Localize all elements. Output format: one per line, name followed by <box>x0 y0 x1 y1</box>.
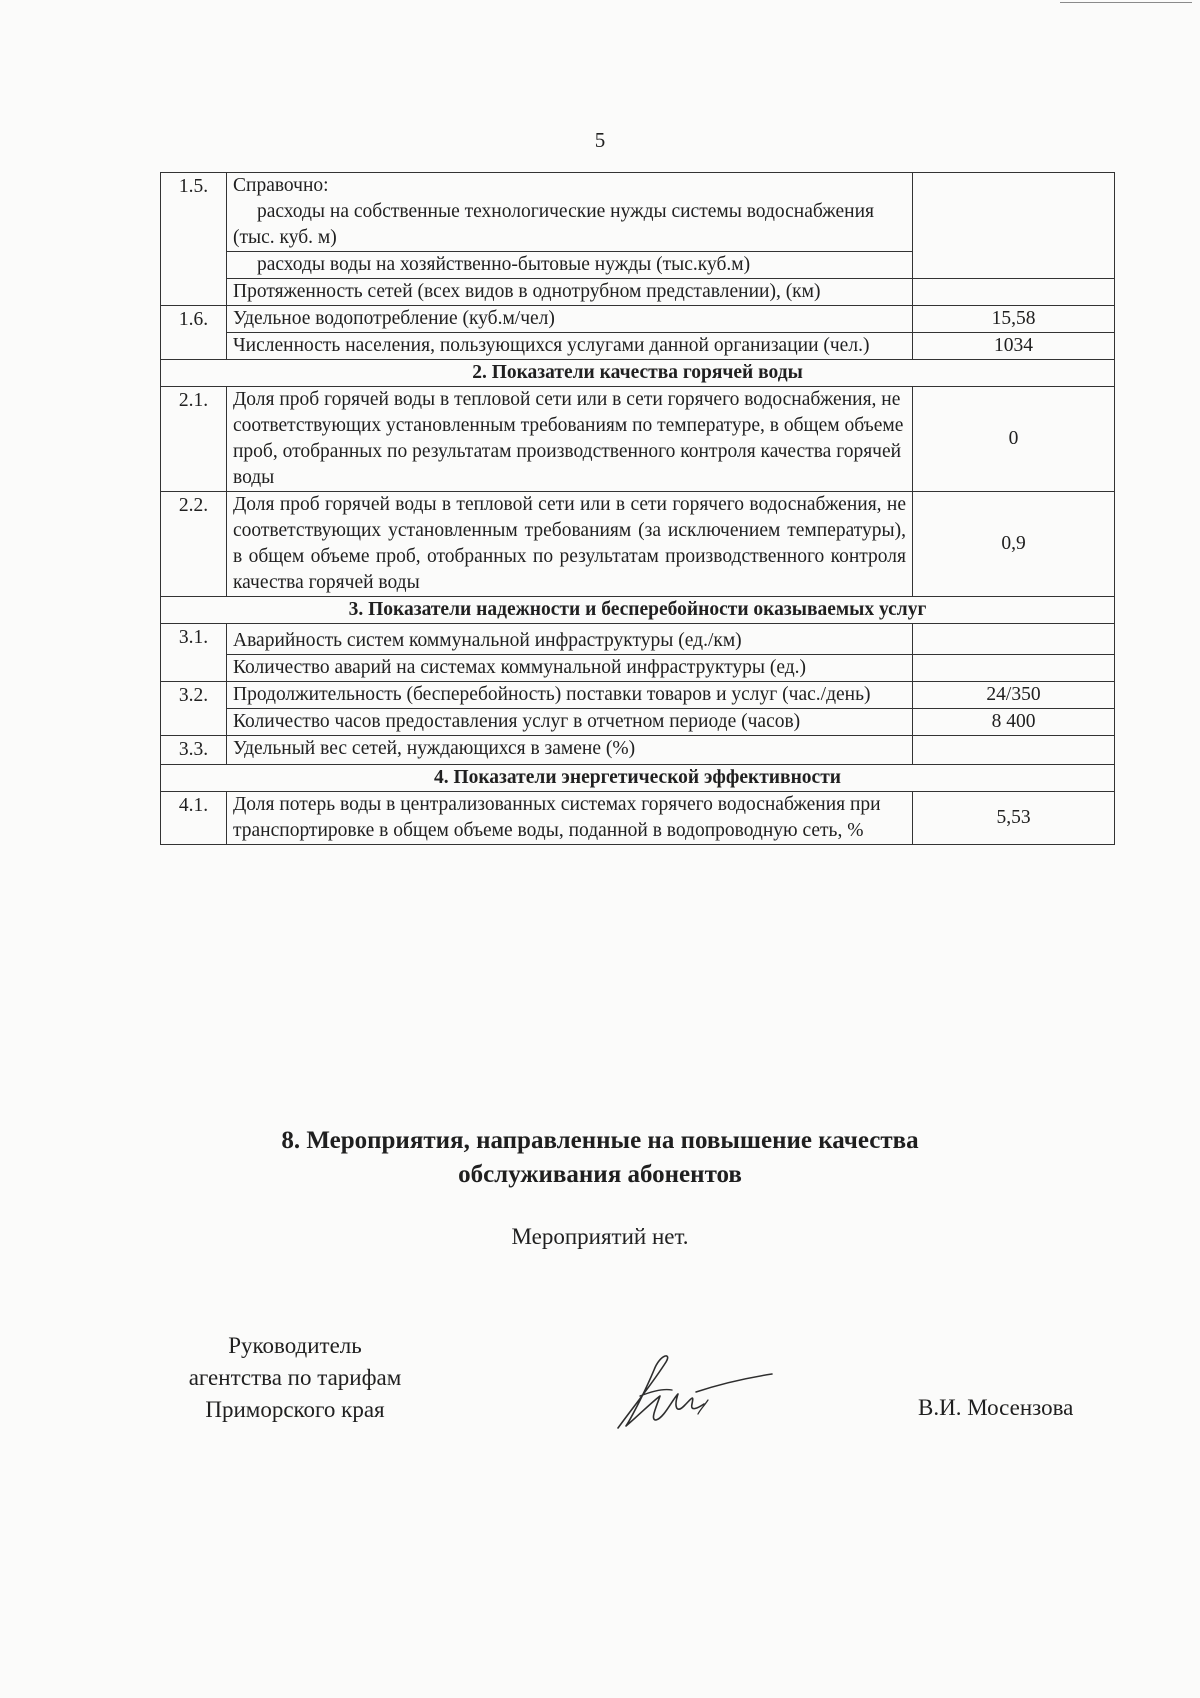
reference-label: Справочно: <box>233 175 329 196</box>
section-8-heading <box>0 1124 1200 1192</box>
own-needs-text: расходы на собственные технологические нужды системы водоснабжения (тыс. куб. м) <box>233 201 875 248</box>
table-row <box>161 492 1115 597</box>
handwritten-signature <box>600 1344 780 1440</box>
row-value <box>913 624 1115 655</box>
row-number: 2.2. <box>161 492 227 597</box>
row-value: 15,58 <box>913 306 1115 333</box>
row-number: 1.5. <box>161 173 227 306</box>
household-text: расходы воды на хозяйственно-бытовые нужды (тыс.куб.м) <box>227 252 913 279</box>
indicators-table <box>160 172 1115 845</box>
row-text: Доля проб горячей воды в тепловой сети или в сети горячего водоснабжения, не соответствующих установленным требованиям (за исключением температуры), в общем объеме проб, отобранных по результатам производственного контроля качества горячей воды <box>227 492 913 597</box>
row-text: Доля проб горячей воды в тепловой сети или в сети горячего водоснабжения, не соответствующих установленным требованиям по температуре, в общем объеме проб, отобранных по результатам производственного контроля качества горячей воды <box>227 387 913 492</box>
section-row <box>161 765 1115 792</box>
row-number: 2.1. <box>161 387 227 492</box>
row-reference-block <box>227 173 913 252</box>
specific-consumption-text: Удельное водопотребление (куб.м/чел) <box>227 306 913 333</box>
row-number: 3.2. <box>161 682 227 736</box>
signatory-name: В.И. Мосензова <box>918 1395 1074 1420</box>
row-value <box>913 655 1115 682</box>
section-8-heading-line2: обслуживания абонентов <box>458 1161 742 1188</box>
table-row <box>161 306 1115 333</box>
signatory-title-line3: Приморского края <box>205 1397 385 1422</box>
table-row <box>161 279 1115 306</box>
row-number: 1.6. <box>161 306 227 360</box>
row-value: 5,53 <box>913 792 1115 845</box>
signatory-title <box>165 1330 425 1426</box>
row-value <box>913 279 1115 306</box>
accidents-count-text: Количество аварий на системах коммунальной инфраструктуры (ед.) <box>227 655 913 682</box>
table-row <box>161 387 1115 492</box>
row-number: 4.1. <box>161 792 227 845</box>
signatory-title-line2: агентства по тарифам <box>188 1365 402 1390</box>
section-heading-4: 4. Показатели энергетической эффективности <box>161 765 1115 792</box>
row-number: 3.3. <box>161 736 227 765</box>
table-row <box>161 709 1115 736</box>
supply-duration-text: Продолжительность (бесперебойность) поставки товаров и услуг (час./день) <box>227 682 913 709</box>
population-text: Численность населения, пользующихся услугами данной организации (чел.) <box>227 333 913 360</box>
corner-scan-line <box>1060 2 1192 3</box>
row-value: 0,9 <box>913 492 1115 597</box>
section-heading-2: 2. Показатели качества горячей воды <box>161 360 1115 387</box>
row-value: 8 400 <box>913 709 1115 736</box>
row-text: Доля потерь воды в централизованных системах горячего водоснабжения при транспортировке в общем объеме воды, поданной в водопроводную сеть, % <box>227 792 913 845</box>
row-value <box>913 173 1115 279</box>
row-value: 24/350 <box>913 682 1115 709</box>
row-value: 1034 <box>913 333 1115 360</box>
section-heading-3: 3. Показатели надежности и бесперебойности оказываемых услуг <box>161 597 1115 624</box>
table-row <box>161 682 1115 709</box>
table-row <box>161 655 1115 682</box>
network-length-text: Протяженность сетей (всех видов в однотрубном представлении), (км) <box>227 279 913 306</box>
signatory-title-line1: Руководитель <box>228 1333 362 1358</box>
row-text: Удельный вес сетей, нуждающихся в замене (%) <box>227 736 913 765</box>
section-row <box>161 597 1115 624</box>
page-number: 5 <box>594 128 606 152</box>
section-8-heading-line1: 8. Мероприятия, направленные на повышение качества <box>281 1127 919 1154</box>
section-8-body: Мероприятий нет. <box>511 1224 689 1249</box>
row-value: 0 <box>913 387 1115 492</box>
section-row <box>161 360 1115 387</box>
table-row <box>161 792 1115 845</box>
table-row <box>161 624 1115 655</box>
row-number: 3.1. <box>161 624 227 682</box>
service-hours-text: Количество часов предоставления услуг в отчетном периоде (часов) <box>227 709 913 736</box>
table-row <box>161 736 1115 765</box>
row-value <box>913 736 1115 765</box>
accident-rate-text: Аварийность систем коммунальной инфраструктуры (ед./км) <box>227 624 913 655</box>
table-row <box>161 333 1115 360</box>
table-row <box>161 173 1115 252</box>
